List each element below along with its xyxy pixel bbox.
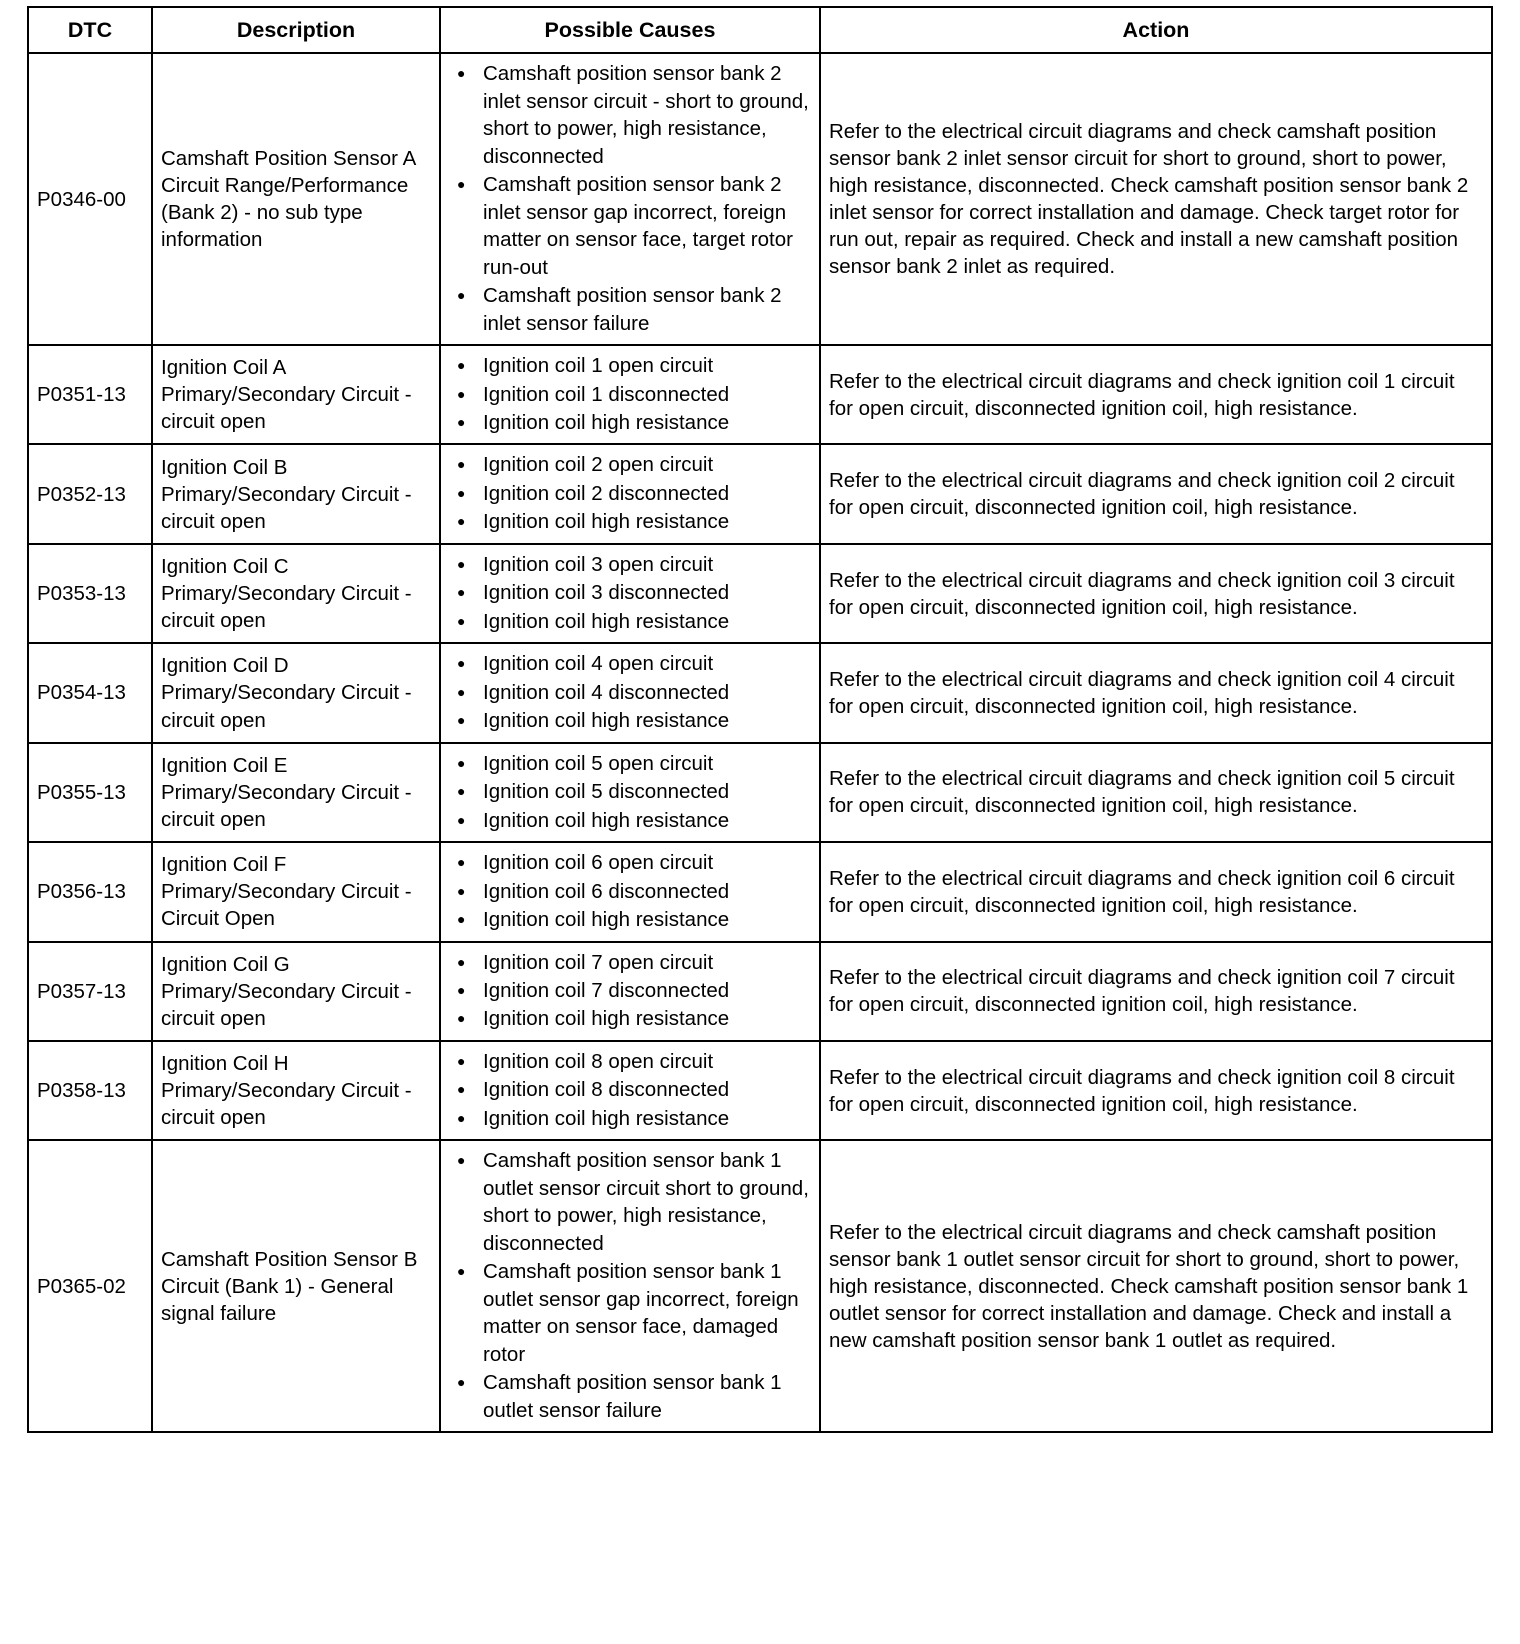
dtc-code-cell: P0355-13	[28, 743, 152, 842]
cause-item: ● Ignition coil 4 disconnected	[449, 679, 811, 706]
causes-list	[449, 1147, 811, 1424]
table-header	[28, 7, 1492, 53]
description-cell: Ignition Coil E Primary/Secondary Circuit - circuit open	[152, 743, 440, 842]
causes-list	[449, 60, 811, 337]
cause-item: ● Ignition coil 7 open circuit	[449, 949, 811, 976]
table-row	[28, 743, 1492, 842]
causes-list	[449, 451, 811, 535]
table-row	[28, 1140, 1492, 1432]
dtc-code-cell: P0357-13	[28, 942, 152, 1041]
cause-item: ● Ignition coil 8 disconnected	[449, 1076, 811, 1103]
action-cell	[820, 53, 1492, 345]
cause-item: ● Ignition coil 3 open circuit	[449, 551, 811, 578]
table-row	[28, 1041, 1492, 1140]
cause-item: ● Ignition coil 3 disconnected	[449, 579, 811, 606]
action-cell	[820, 1140, 1492, 1432]
action-text: Refer to the electrical circuit diagrams and check ignition coil 4 circuit for open circuit, disconnected ignition coil, high resistance.	[829, 667, 1455, 718]
causes-list	[449, 352, 811, 436]
possible-causes-cell	[440, 942, 820, 1041]
action-text: Refer to the electrical circuit diagrams and check camshaft position sensor bank 2 inlet sensor circuit for short to ground, short to power, high resistance, disconnected. Check camshaft position sensor bank 2 inlet sensor for correct installation and damage. Check target rotor for run out, repair as required. Check and install a new camshaft position sensor bank 2 inlet as required.	[829, 120, 1469, 279]
cause-item: ● Ignition coil 1 open circuit	[449, 352, 811, 379]
column-header-description: Description	[152, 7, 440, 53]
cause-item: ● Camshaft position sensor bank 1 outlet sensor failure	[449, 1369, 811, 1424]
cause-item: ● Ignition coil high resistance	[449, 1005, 811, 1032]
cause-item: ● Camshaft position sensor bank 1 outlet sensor gap incorrect, foreign matter on sensor face, damaged rotor	[449, 1258, 811, 1368]
table-row	[28, 942, 1492, 1041]
possible-causes-cell	[440, 1041, 820, 1140]
causes-list	[449, 551, 811, 635]
action-text: Refer to the electrical circuit diagrams and check ignition coil 5 circuit for open circuit, disconnected ignition coil, high resistance.	[829, 767, 1455, 818]
cause-item: ● Ignition coil high resistance	[449, 807, 811, 834]
action-cell	[820, 643, 1492, 742]
column-header-action: Action	[820, 7, 1492, 53]
possible-causes-cell	[440, 345, 820, 444]
action-cell	[820, 345, 1492, 444]
action-text: Refer to the electrical circuit diagrams and check ignition coil 7 circuit for open circuit, disconnected ignition coil, high resistance.	[829, 966, 1455, 1017]
dtc-table	[27, 6, 1493, 1433]
dtc-code-cell: P0358-13	[28, 1041, 152, 1140]
causes-list	[449, 949, 811, 1033]
causes-list	[449, 1048, 811, 1132]
action-text: Refer to the electrical circuit diagrams and check ignition coil 3 circuit for open circuit, disconnected ignition coil, high resistance.	[829, 568, 1455, 619]
action-text: Refer to the electrical circuit diagrams and check ignition coil 6 circuit for open circuit, disconnected ignition coil, high resistance.	[829, 866, 1455, 917]
table-row	[28, 345, 1492, 444]
cause-item: ● Camshaft position sensor bank 2 inlet sensor circuit - short to ground, short to power, high resistance, disconnected	[449, 60, 811, 170]
action-text: Refer to the electrical circuit diagrams and check camshaft position sensor bank 1 outlet sensor circuit for short to ground, short to power, high resistance, disconnected. Check camshaft position sensor bank 1 outlet sensor for correct installation and damage. Check and install a new camshaft position sensor bank 1 outlet as required.	[829, 1220, 1469, 1352]
possible-causes-cell	[440, 544, 820, 643]
cause-item: ● Ignition coil high resistance	[449, 409, 811, 436]
cause-item: ● Ignition coil high resistance	[449, 1105, 811, 1132]
action-cell	[820, 1041, 1492, 1140]
cause-item: ● Ignition coil 5 disconnected	[449, 778, 811, 805]
description-cell: Ignition Coil B Primary/Secondary Circuit - circuit open	[152, 444, 440, 543]
causes-list	[449, 849, 811, 933]
cause-item: ● Ignition coil 5 open circuit	[449, 750, 811, 777]
action-cell	[820, 544, 1492, 643]
description-cell: Ignition Coil F Primary/Secondary Circuit - Circuit Open	[152, 842, 440, 941]
cause-item: ● Ignition coil high resistance	[449, 707, 811, 734]
possible-causes-cell	[440, 1140, 820, 1432]
action-cell	[820, 444, 1492, 543]
column-header-dtc: DTC	[28, 7, 152, 53]
description-cell: Camshaft Position Sensor A Circuit Range/Performance (Bank 2) - no sub type information	[152, 53, 440, 345]
description-cell: Camshaft Position Sensor B Circuit (Bank 1) - General signal failure	[152, 1140, 440, 1432]
cause-item: ● Ignition coil 1 disconnected	[449, 381, 811, 408]
cause-item: ● Ignition coil high resistance	[449, 608, 811, 635]
dtc-code-cell: P0351-13	[28, 345, 152, 444]
action-cell	[820, 743, 1492, 842]
dtc-code-cell: P0346-00	[28, 53, 152, 345]
causes-list	[449, 650, 811, 734]
description-cell: Ignition Coil A Primary/Secondary Circuit - circuit open	[152, 345, 440, 444]
cause-item: ● Ignition coil 8 open circuit	[449, 1048, 811, 1075]
possible-causes-cell	[440, 743, 820, 842]
cause-item: ● Ignition coil 7 disconnected	[449, 977, 811, 1004]
table-row	[28, 842, 1492, 941]
table-row	[28, 444, 1492, 543]
dtc-code-cell: P0352-13	[28, 444, 152, 543]
table-row	[28, 544, 1492, 643]
cause-item: ● Camshaft position sensor bank 2 inlet sensor gap incorrect, foreign matter on sensor face, target rotor run-out	[449, 171, 811, 281]
action-text: Refer to the electrical circuit diagrams and check ignition coil 2 circuit for open circuit, disconnected ignition coil, high resistance.	[829, 469, 1455, 520]
action-cell	[820, 942, 1492, 1041]
cause-item: ● Ignition coil high resistance	[449, 508, 811, 535]
table-row	[28, 53, 1492, 345]
cause-item: ● Ignition coil 6 open circuit	[449, 849, 811, 876]
action-text: Refer to the electrical circuit diagrams and check ignition coil 8 circuit for open circuit, disconnected ignition coil, high resistance.	[829, 1065, 1455, 1116]
dtc-code-cell: P0354-13	[28, 643, 152, 742]
cause-item: ● Ignition coil 4 open circuit	[449, 650, 811, 677]
action-text: Refer to the electrical circuit diagrams and check ignition coil 1 circuit for open circuit, disconnected ignition coil, high resistance.	[829, 369, 1455, 420]
action-cell	[820, 842, 1492, 941]
description-cell: Ignition Coil C Primary/Secondary Circuit - circuit open	[152, 544, 440, 643]
cause-item: ● Ignition coil 2 open circuit	[449, 451, 811, 478]
table-row	[28, 643, 1492, 742]
cause-item: ● Ignition coil 2 disconnected	[449, 480, 811, 507]
possible-causes-cell	[440, 842, 820, 941]
possible-causes-cell	[440, 643, 820, 742]
dtc-code-cell: P0365-02	[28, 1140, 152, 1432]
dtc-code-cell: P0356-13	[28, 842, 152, 941]
description-cell: Ignition Coil D Primary/Secondary Circuit - circuit open	[152, 643, 440, 742]
cause-item: ● Camshaft position sensor bank 2 inlet sensor failure	[449, 282, 811, 337]
possible-causes-cell	[440, 444, 820, 543]
causes-list	[449, 750, 811, 834]
description-cell: Ignition Coil G Primary/Secondary Circuit - circuit open	[152, 942, 440, 1041]
column-header-possible-causes: Possible Causes	[440, 7, 820, 53]
cause-item: ● Camshaft position sensor bank 1 outlet sensor circuit short to ground, short to power, high resistance, disconnected	[449, 1147, 811, 1257]
table-body	[28, 53, 1492, 1432]
cause-item: ● Ignition coil 6 disconnected	[449, 878, 811, 905]
table-header-row	[28, 7, 1492, 53]
cause-item: ● Ignition coil high resistance	[449, 906, 811, 933]
dtc-code-cell: P0353-13	[28, 544, 152, 643]
possible-causes-cell	[440, 53, 820, 345]
description-cell: Ignition Coil H Primary/Secondary Circuit - circuit open	[152, 1041, 440, 1140]
